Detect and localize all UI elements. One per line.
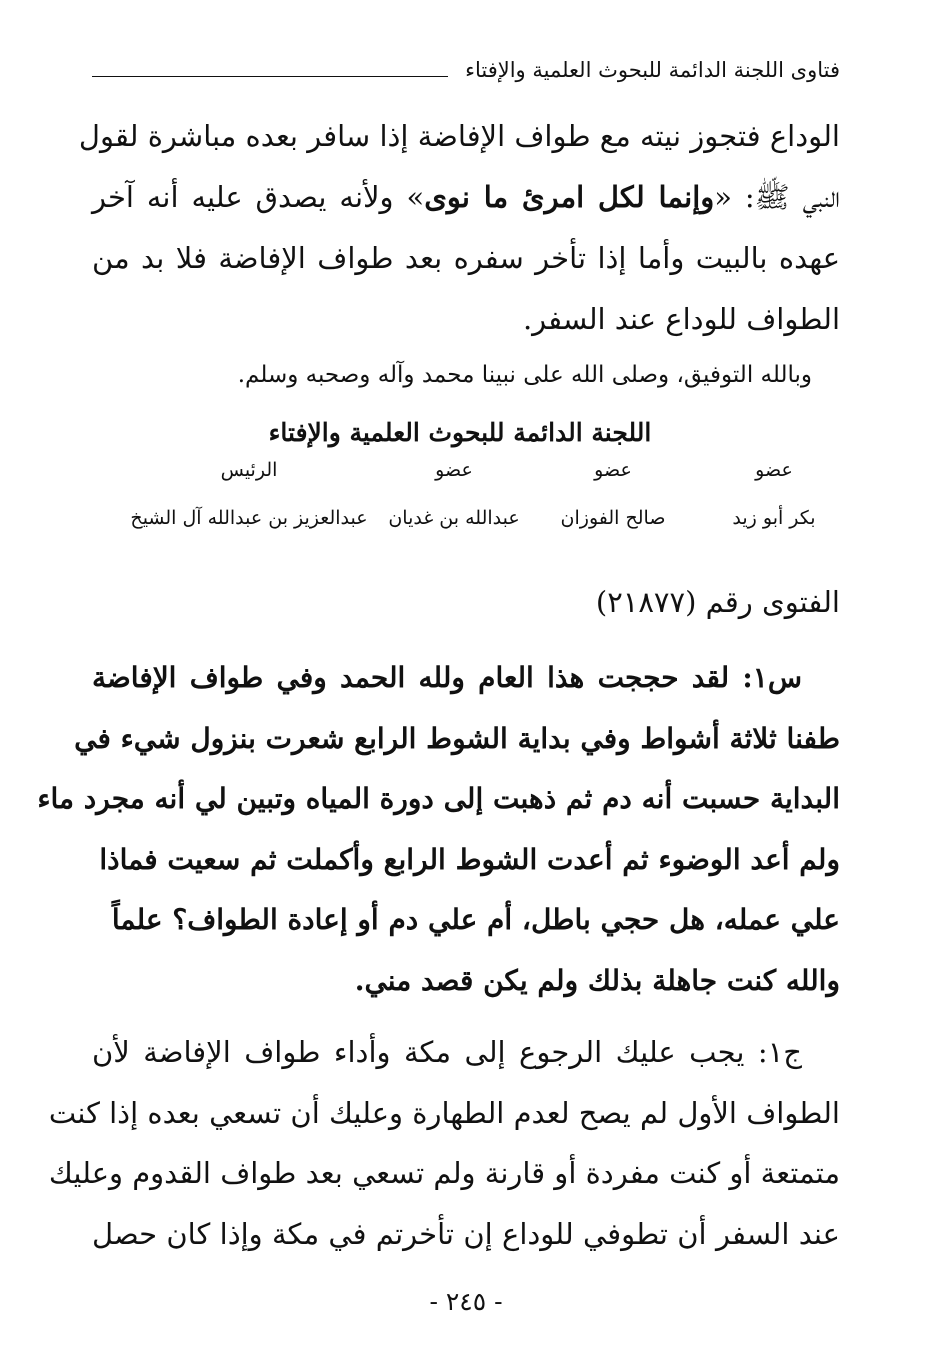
answer-paragraph bbox=[48, 1022, 840, 1264]
intro-line-prefix: النبي ﷺ: « bbox=[714, 180, 840, 214]
question-line: س١: لقد حججت هذا العام ولله الحمد وفي طواف الإفاضة bbox=[92, 661, 802, 694]
header-rule bbox=[92, 76, 448, 77]
intro-paragraph bbox=[78, 106, 840, 350]
intro-line bbox=[92, 167, 840, 228]
question-line: والله كنت جاهلة بذلك ولم يكن قصد مني. bbox=[354, 963, 840, 997]
question-line: البداية حسبت أنه دم ثم ذهبت إلى دورة المياه وتبين لي أنه مجرد ماء bbox=[37, 782, 840, 815]
page-number: - ٢٤٥ - bbox=[429, 1287, 503, 1316]
question-line: طفنا ثلاثة أشواط وفي بداية الشوط الرابع شعرت بنزول شيء في bbox=[74, 721, 840, 755]
answer-line: متمتعة أو كنت مفردة أو قارنة ولم تسعي بعد طواف القدوم وعليك bbox=[48, 1156, 840, 1191]
committee-title-text: اللجنة الدائمة للبحوث العلمية والإفتاء bbox=[268, 418, 652, 447]
hadith-quote: وإنما لكل امرئ ما نوى bbox=[424, 180, 715, 214]
member-role: الرئيس bbox=[220, 459, 278, 481]
intro-line-suffix: » ولأنه يصدق عليه أنه آخر bbox=[92, 180, 425, 214]
member-role: عضو bbox=[755, 459, 793, 481]
intro-line: الطواف للوداع عند السفر. bbox=[522, 302, 840, 336]
member-name: عبدالعزيز بن عبدالله آل الشيخ bbox=[130, 507, 368, 529]
question-line: ولم أعد الوضوء ثم أعدت الشوط الرابع وأكملت ثم سعيت فماذا bbox=[99, 842, 840, 876]
question-line: علي عمله، هل حجي باطل، أم علي دم أو إعادة الطواف؟ علماً bbox=[111, 903, 840, 936]
intro-line: عهده بالبيت وأما إذا تأخر سفره بعد طواف الإفاضة فلا بد من bbox=[92, 241, 840, 275]
intro-line: الوداع فتجوز نيته مع طواف الإفاضة إذا سافر بعده مباشرة لقول bbox=[78, 119, 840, 153]
member-role: عضو bbox=[435, 459, 473, 481]
member-role: عضو bbox=[594, 459, 632, 481]
closing-prayer: وبالله التوفيق، وصلى الله على نبينا محمد وآله وصحبه وسلم. bbox=[237, 362, 812, 388]
member-name: عبدالله بن غديان bbox=[388, 507, 520, 529]
fatwa-number: الفتوى رقم (٢١٨٧٧) bbox=[595, 585, 840, 619]
header-title: فتاوى اللجنة الدائمة للبحوث العلمية والإفتاء bbox=[465, 58, 840, 82]
answer-line: ج١: يجب عليك الرجوع إلى مكة وأداء طواف الإفاضة لأن bbox=[92, 1035, 802, 1069]
answer-line: عند السفر أن تطوفي للوداع إن تأخرتم في مكة وإذا كان حصل bbox=[92, 1216, 840, 1251]
member-name: بكر أبو زيد bbox=[732, 507, 816, 529]
member-name: صالح الفوزان bbox=[560, 507, 666, 529]
answer-line: الطواف الأول لم يصح لعدم الطهارة وعليك أن تسعي بعده إذا كنت bbox=[48, 1095, 840, 1130]
question-paragraph bbox=[37, 648, 840, 1011]
committee-title bbox=[0, 418, 932, 447]
running-header bbox=[92, 56, 840, 92]
